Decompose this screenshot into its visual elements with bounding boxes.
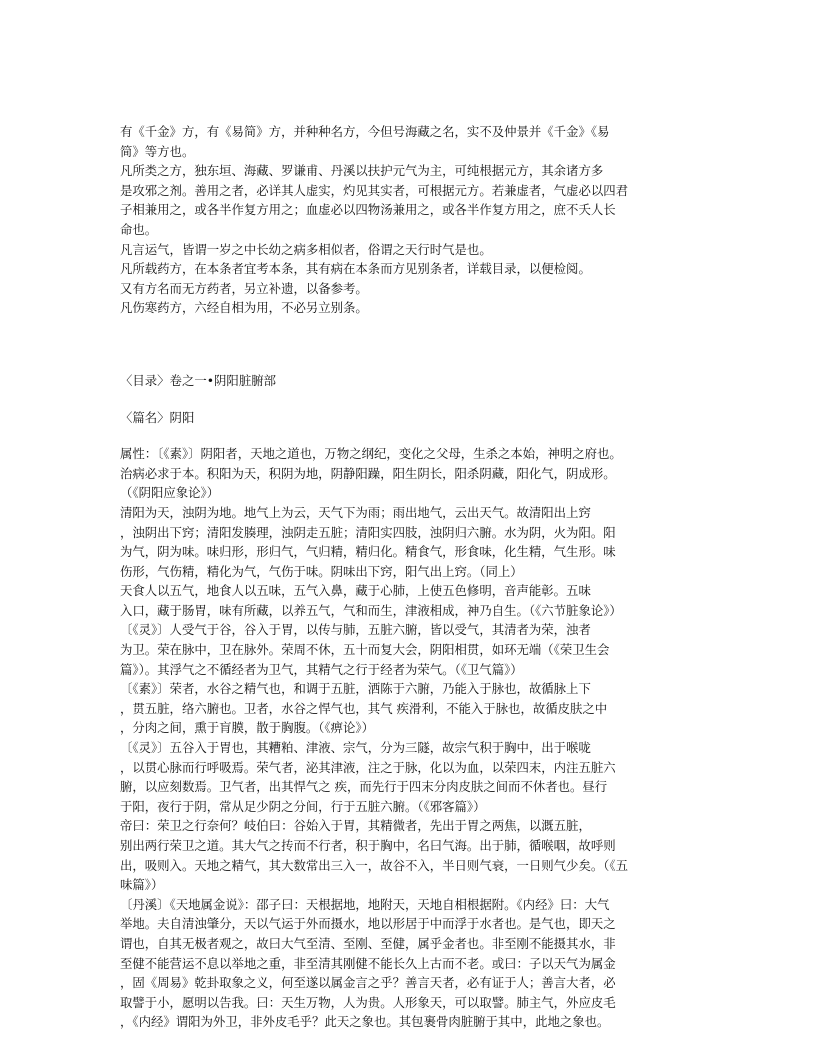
text-line: 于阳，夜行于阴，常从足少阴之分间，行于五脏六腑。（《邪客篇》）: [120, 798, 486, 814]
body-text: [120, 444, 710, 1032]
text-line: 味篇》）: [120, 877, 164, 893]
text-line: 是攻邪之剂。善用之者，必详其人虚实，灼见其实者，可根据元方。若兼虚者，气虚必以四君: [120, 182, 629, 198]
text-line: 有《千金》方，有《易简》方，并种种名方，今但号海藏之名，实不及仲景并《千金》《易: [120, 124, 610, 139]
text-line: 举地。夫自清浊肇分，天以气运于外而摄水，地以形居于中而浮于水者也。是气也，即天之: [120, 916, 616, 932]
text-line: 子相兼用之，或各半作复方用之；血虚必以四物汤兼用之，或各半作复方用之，庶不夭人长: [120, 202, 616, 218]
text-line: 简》等方也。: [120, 143, 195, 159]
text-line: ，浊阴出下窍；清阳发腠理，浊阴走五脏；清阳实四肢，浊阴归六腑。水为阴，火为阳。阳: [120, 524, 616, 540]
text-line: 为卫。荣在脉中，卫在脉外。荣周不休，五十而复大会，阴阳相贯，如环无端（《荣卫生会: [120, 642, 610, 658]
text-line: 伤形，气伤精，精化为气，气伤于味。阴味出下窍，阳气出上窍。（同上）: [120, 563, 523, 579]
text-line: 取譬于小，愿明以告我。曰：天生万物，人为贵。人形象天，可以取譬。肺主气，外应皮毛: [120, 994, 616, 1010]
spacer: [120, 391, 710, 408]
text-line: 谓也，自其无极者观之，故曰大气至清、至刚、至健，属乎金者也。非至刚不能摄其水，非: [120, 935, 616, 951]
spacer: [120, 318, 710, 371]
text-line: （《阴阳应象论》）: [120, 485, 220, 501]
document-page: [120, 122, 710, 1032]
text-line: 命也。: [120, 221, 158, 237]
text-line: 〔《灵》〕人受气于谷，谷入于胃，以传与肺，五脏六腑，皆以受气，其清者为荣，浊者: [120, 622, 591, 638]
spacer: [120, 427, 710, 444]
text-line: 凡伤寒药方，六经自相为用，不必另立别条。: [120, 300, 368, 316]
intro-notes: [120, 122, 710, 318]
text-line: 出，吸则入。天地之精气，其大数常出三入一，故谷不入，半日则气衰，一日则气少矣。（《五: [120, 857, 629, 873]
text-line: 凡所类之方，独东垣、海藏、罗谦甫、丹溪以扶护元气为主，可纯根据元方，其余诸方多: [120, 163, 604, 179]
toc-heading: 〈目录〉卷之一•阴阳脏腑部: [120, 372, 276, 388]
text-line: ，《内经》谓阳为外卫，非外皮毛乎？此天之象也。其包裹骨肉脏腑于其中，此地之象也。: [120, 1014, 610, 1030]
text-line: 为气，阴为味。味归形，形归气，气归精，精归化。精食气，形食味，化生精，气生形。味: [120, 544, 616, 560]
text-line: 至健不能营运不息以举地之重，非至清其刚健不能长久上古而不老。或曰：子以天气为属金: [120, 955, 616, 971]
text-line: 清阳为天，浊阴为地。地气上为云，天气下为雨；雨出地气，云出天气。故清阳出上窍: [120, 504, 591, 520]
text-line: 腑，以应刻数焉。卫气者，出其悍气之 疾，而先行于四末分肉皮肤之间而不休者也。昼行: [120, 779, 608, 795]
text-line: 篇》）。其浮气之不循经者为卫气，其精气之行于经者为荣气。（《卫气篇》）: [120, 661, 523, 677]
text-line: 入口，藏于肠胃，味有所藏，以养五气，气和而生，津液相成，神乃自生。（《六节脏象论》）: [120, 602, 622, 618]
text-line: 〔丹溪〕《天地属金说》：邵子曰：天根据地，地附天，天地自相根据附。《内经》曰：大气: [120, 896, 610, 912]
text-line: 治病必求于本。积阳为天，积阴为地，阴静阳躁，阳生阴长，阳杀阴藏，阳化气，阴成形。: [120, 465, 616, 481]
text-line: ，以贯心脉而行呼吸焉。荣气者，泌其津液，注之于脉，化以为血，以荣四末，内注五脏六: [120, 759, 616, 775]
text-line: 又有方名而无方药者，另立补遗，以备参考。: [120, 280, 368, 296]
text-line: 〔《素》〕荣者，水谷之精气也，和调于五脏，洒陈于六腑，乃能入于脉也，故循脉上下: [120, 681, 591, 697]
text-line: 帝曰：荣卫之行奈何？岐伯曰：谷始入于胃，其精微者，先出于胃之两焦，以溉五脏，: [120, 818, 591, 834]
text-line: ，贯五脏，络六腑也。卫者，水谷之悍气也，其气 疾滑利，不能入于脉也，故循皮肤之中: [120, 700, 608, 716]
text-line: ，固《周易》乾卦取象之义，何至遂以属金言之乎？善言天者，必有证于人；善言大者，必: [120, 975, 616, 991]
text-line: 天食人以五气，地食人以五味，五气入鼻，藏于心肺，上使五色修明，音声能彰。五味: [120, 583, 591, 599]
text-line: 〔《灵》〕五谷入于胃也，其糟粕、津液、宗气，分为三隧，故宗气积于胸中，出于喉咙: [120, 740, 591, 756]
text-line: ，分肉之间，熏于肓膜，散于胸腹。（《痹论》）: [120, 720, 374, 736]
text-line: 别出两行荣卫之道。其大气之抟而不行者，积于胸中，名曰气海。出于肺，循喉咽，故呼则: [120, 838, 616, 853]
text-line: 属性：〔《素》〕阴阳者，天地之道也，万物之纲纪，变化之父母，生杀之本始，神明之府也。: [120, 446, 622, 462]
text-line: 凡所载药方，在本条者宜考本条，其有病在本条而方见别条者，详载目录，以便检阅。: [120, 261, 591, 277]
section-heading: 〈篇名〉阴阳: [120, 409, 195, 425]
text-line: 凡言运气，皆谓一岁之中长幼之病多相似者，俗谓之天行时气是也。: [120, 241, 492, 257]
